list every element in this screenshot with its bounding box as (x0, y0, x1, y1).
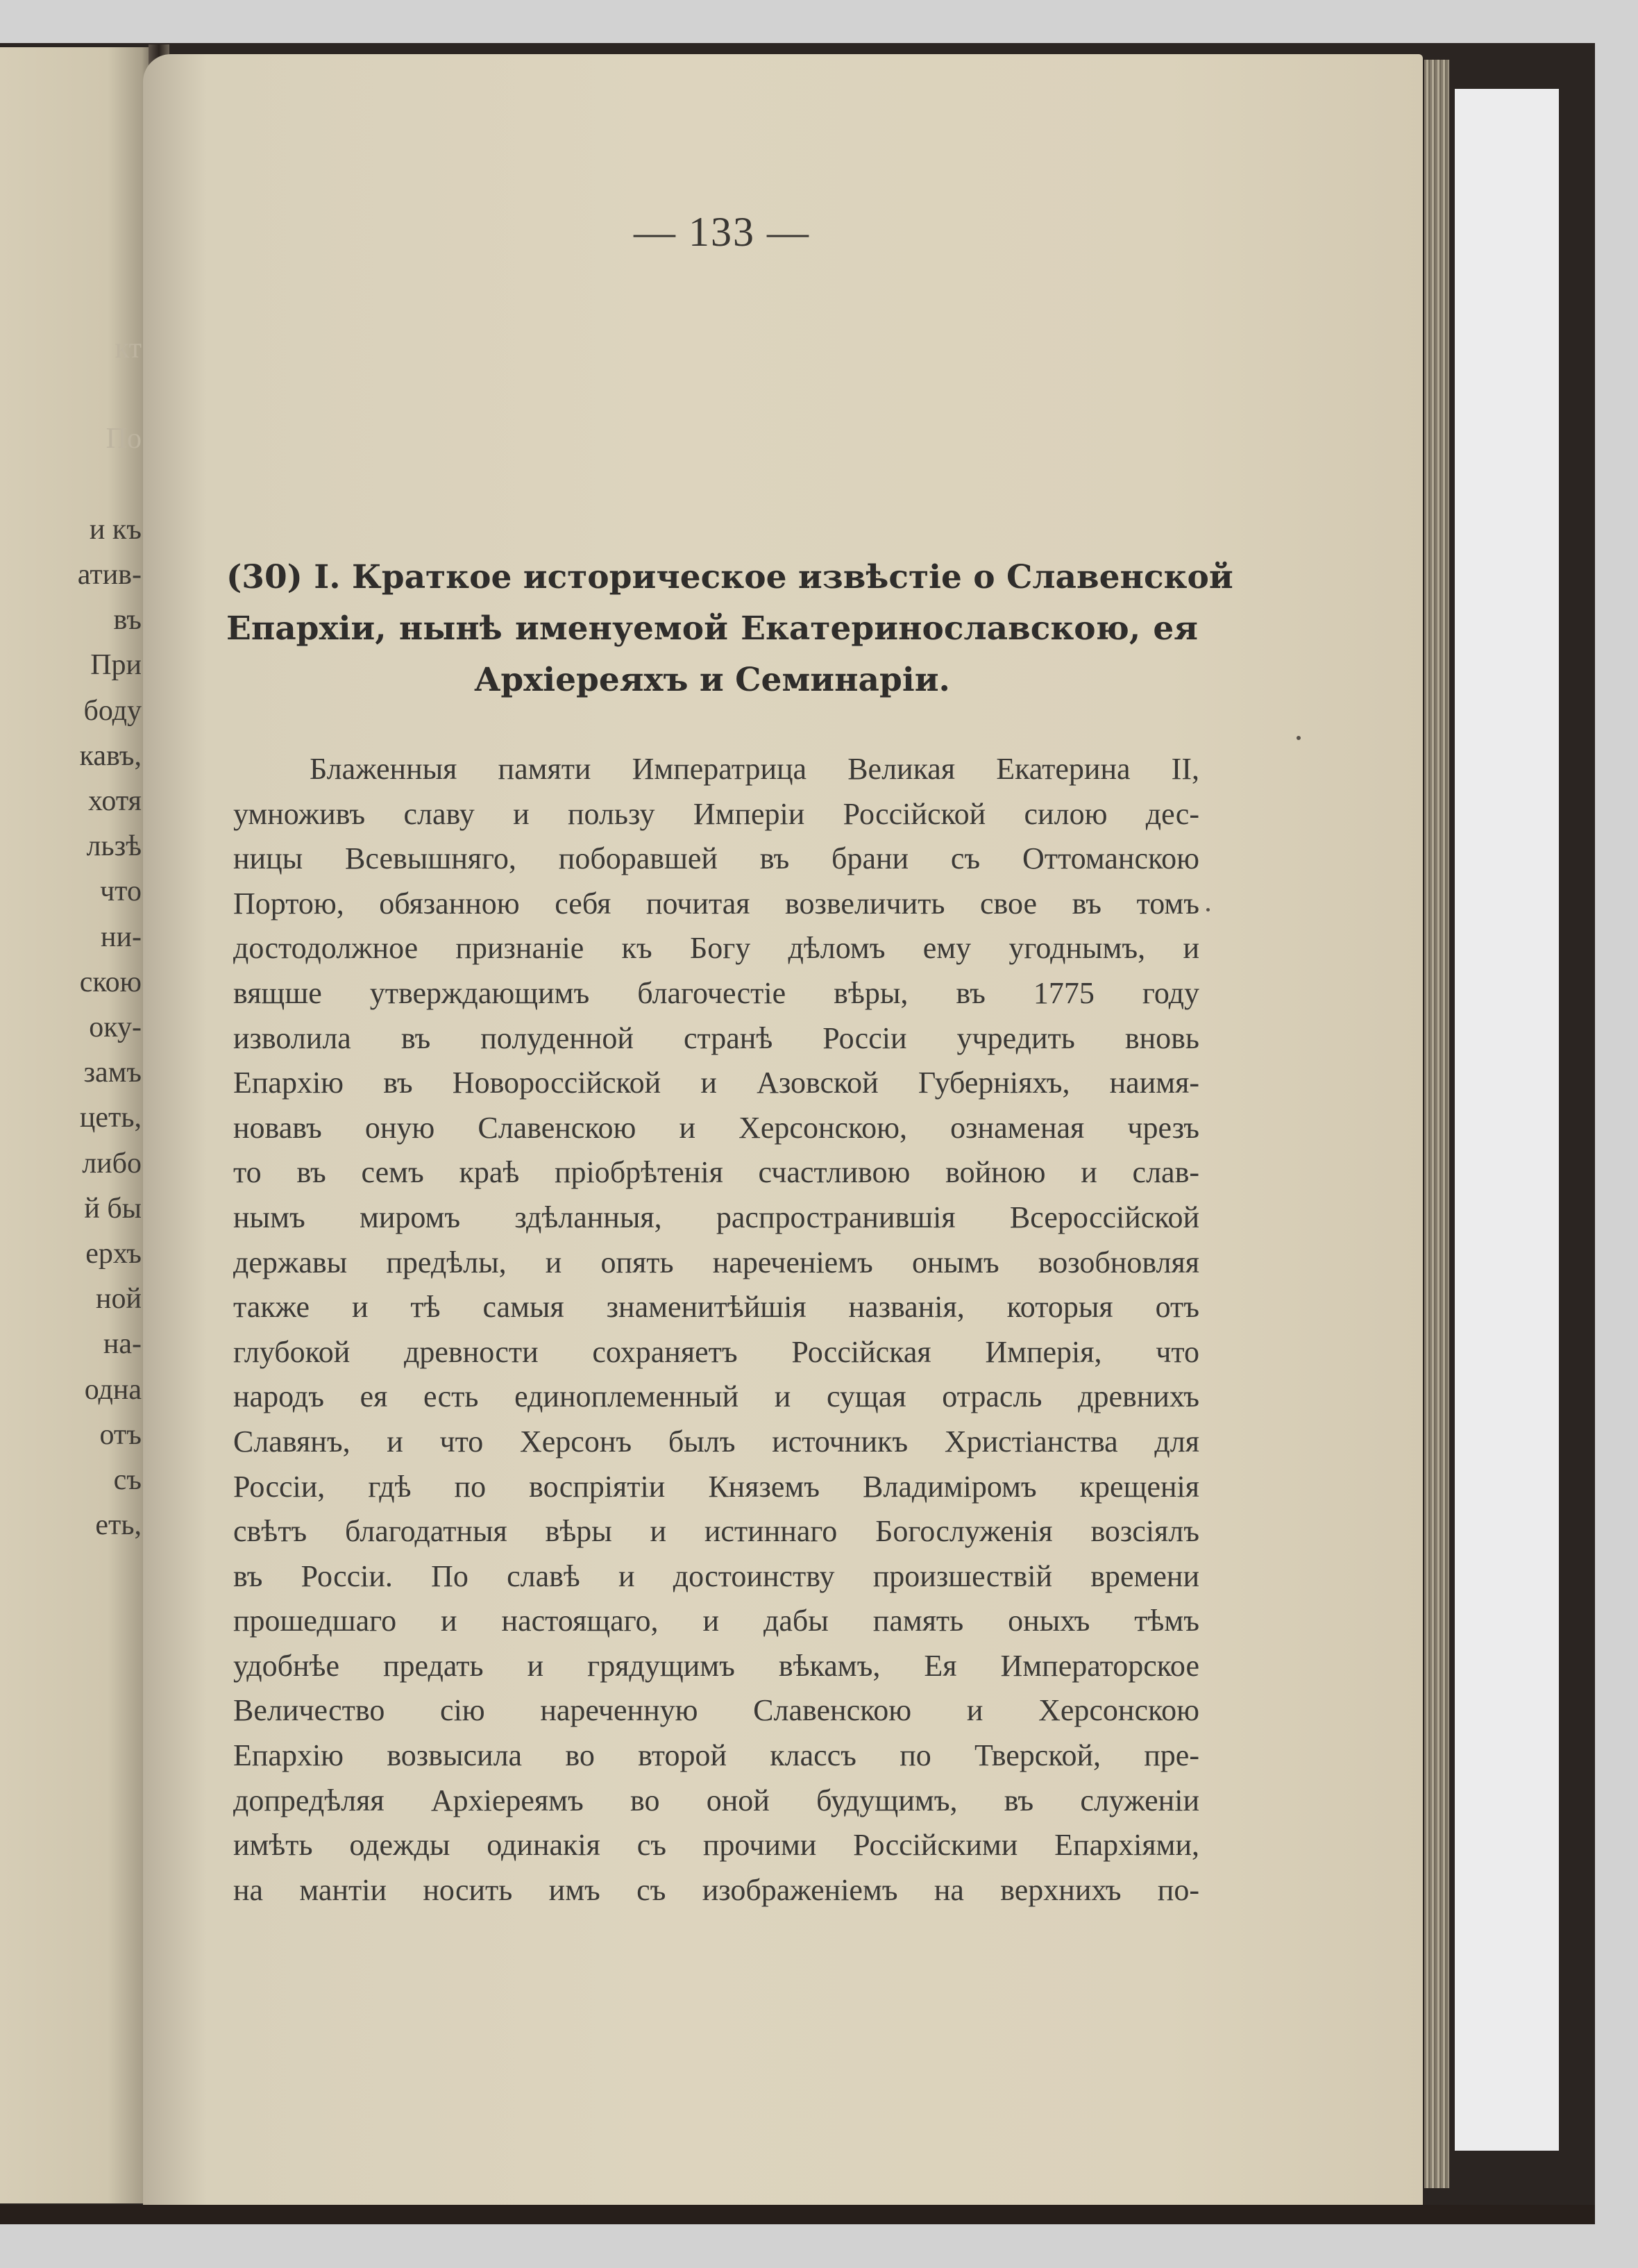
left-page-fragment: отъ (99, 1418, 142, 1451)
body-line: ницы Всевышняго, поборавшей въ брани съ Оттоманскою (233, 841, 1199, 876)
body-line: Величество сію нареченную Славенскою и Херсонскою (233, 1693, 1199, 1728)
body-line: свѣтъ благодатныя вѣры и истиннаго Богослуженія возсіялъ (233, 1514, 1199, 1549)
heading-line: (30) I. Краткое историческое извѣстіе о Славенской (226, 558, 1233, 596)
body-line: имѣть одежды одинакія съ прочими Россійскими Епархіями, (233, 1828, 1199, 1863)
left-page-fragment: боду (83, 694, 142, 727)
chapter-heading (226, 552, 1233, 706)
left-page-fragment: цеть, (79, 1102, 142, 1134)
body-line: то въ семъ краѣ пріобрѣтенія счастливою войною и слав- (233, 1155, 1199, 1190)
scan-bottom-edge (0, 2205, 1595, 2224)
left-page (0, 47, 154, 2203)
page-fore-edge (1424, 60, 1449, 2188)
body-line: изволила въ полуденной странѣ Россіи учредить вновь (233, 1020, 1199, 1055)
left-page-fragment: При (90, 649, 142, 682)
left-page-fragment: и къ (89, 513, 142, 546)
heading-line: Архіереяхъ и Семинаріи. (474, 661, 950, 699)
left-page-fragment: оку- (89, 1011, 142, 1043)
paper-speck (1206, 908, 1210, 912)
body-line: въ Россіи. По славѣ и достоинству произшествій времени (233, 1559, 1199, 1593)
left-page-fragment: По (105, 423, 142, 455)
body-text (233, 747, 1199, 1913)
body-line: достодолжное признаніе къ Богу дѣломъ ему угоднымъ, и (233, 931, 1199, 966)
body-line: глубокой древности сохраняетъ Россійская Имперія, что (233, 1334, 1199, 1369)
body-line: умноживъ славу и пользу Имперіи Россійской силою дес- (233, 796, 1199, 831)
backing-card (1455, 89, 1559, 2151)
left-page-fragment: въ (113, 604, 142, 637)
left-page-fragment: на- (103, 1328, 142, 1361)
body-line: удобнѣе предать и грядущимъ вѣкамъ, Ея Императорское (233, 1648, 1199, 1683)
left-page-fragment: хотя (88, 785, 142, 817)
body-line: допредѣляя Архіереямъ во оной будущимъ, въ служеніи (233, 1783, 1199, 1817)
left-page-fragment: одна (84, 1373, 142, 1406)
body-line: нымъ миромъ здѣланныя, распространившія Всероссійской (233, 1200, 1199, 1234)
body-line: Портою, обязанною себя почитая возвеличить свое въ томъ (233, 886, 1199, 921)
body-line: на мантіи носить имъ съ изображеніемъ на верхнихъ по- (233, 1872, 1199, 1907)
left-page-fragment: атив- (77, 559, 142, 591)
body-line: новавъ оную Славенскою и Херсонскою, ознаменая чрезъ (233, 1110, 1199, 1145)
heading-line: Епархіи, нынѣ именуемой Екатеринославскою, ея (226, 610, 1198, 648)
left-page-fragment: либо (82, 1147, 142, 1179)
left-page-fragment: что (100, 875, 142, 908)
left-page-fragment: й бы (84, 1192, 142, 1225)
body-line: прошедшаго и настоящаго, и дабы память оныхъ тѣмъ (233, 1604, 1199, 1638)
left-page-fragment: ни- (101, 921, 142, 953)
paper-speck (1297, 736, 1301, 740)
body-line: Блаженныя памяти Императрица Великая Екатерина II, (310, 752, 1199, 786)
left-page-fragment: кт (115, 333, 142, 364)
body-line: Славянъ, и что Херсонъ былъ источникъ Христіанства для (233, 1424, 1199, 1459)
left-page-fragment: ной (96, 1283, 142, 1316)
body-line: Епархію возвысила во второй классъ по Тверской, пре- (233, 1738, 1199, 1773)
left-page-fragment: ерхъ (85, 1238, 142, 1270)
body-line: вящше утверждающимъ благочестіе вѣры, въ 1775 году (233, 975, 1199, 1010)
body-line: Епархію въ Новороссійской и Азовской Губерніяхъ, наимя- (233, 1066, 1199, 1100)
body-line: державы предѣлы, и опять нареченіемъ онымъ возобновляя (233, 1245, 1199, 1279)
left-page-fragment: скою (79, 966, 142, 998)
page-number: — 133 — (634, 209, 810, 255)
left-page-fragment: кавъ, (79, 739, 142, 772)
body-line: также и тѣ самыя знаменитѣйшія названія, которыя отъ (233, 1290, 1199, 1325)
body-line: народъ ея есть единоплеменный и сущая отрасль древнихъ (233, 1379, 1199, 1414)
left-page-fragment: льзѣ (86, 830, 142, 863)
left-page-fragment: еть, (95, 1509, 142, 1542)
left-page-fragment: съ (113, 1464, 142, 1496)
left-page-fragment: замъ (83, 1057, 142, 1089)
body-line: Россіи, гдѣ по воспріятіи Княземъ Владиміромъ крещенія (233, 1469, 1199, 1504)
